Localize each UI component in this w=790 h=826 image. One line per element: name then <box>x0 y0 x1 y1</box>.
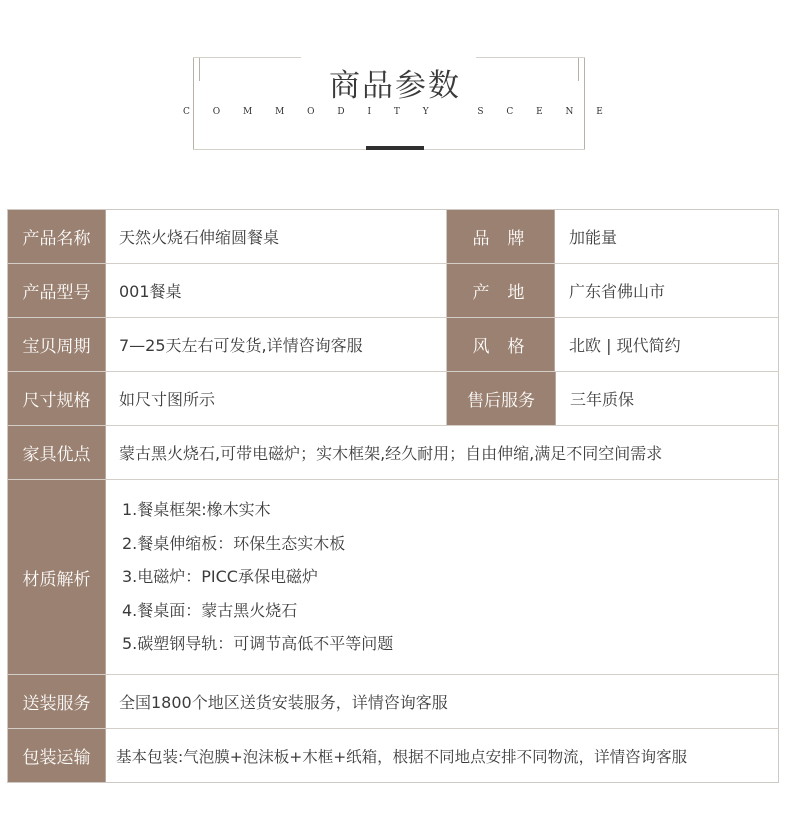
size-value: 如尺寸图所示 <box>106 372 447 425</box>
material-list <box>106 480 779 674</box>
subtitle-letter: C <box>183 107 190 117</box>
list-item: 2.餐桌伸缩板：环保生态实木板 <box>122 533 346 553</box>
subtitle-letter: C <box>506 107 514 117</box>
subtitle-letter: S <box>477 107 484 117</box>
material-label: 材质解析 <box>8 480 106 674</box>
after-sales-value: 三年质保 <box>556 372 779 425</box>
advantage-value: 蒙古黑火烧石,可带电磁炉；实木框架,经久耐用；自由伸缩,满足不同空间需求 <box>106 426 779 479</box>
table-row <box>8 426 779 480</box>
subtitle-letter: E <box>596 107 603 117</box>
after-sales-label: 售后服务 <box>447 372 556 425</box>
table-row <box>8 264 779 318</box>
subtitle-letter: N <box>565 107 574 117</box>
origin-label: 产地 <box>447 264 555 317</box>
table-row <box>8 318 779 372</box>
subtitle-letter: T <box>393 107 400 117</box>
list-item: 4.餐桌面：蒙古黑火烧石 <box>122 600 298 620</box>
list-item: 5.碳塑钢导轨：可调节高低不平等问题 <box>122 634 394 654</box>
frame-bottom-right-line <box>424 149 585 150</box>
list-item: 3.电磁炉：PICC承保电磁炉 <box>122 567 318 587</box>
subtitle-letter: O <box>307 107 315 117</box>
frame-top-left-line <box>193 57 301 58</box>
table-row <box>8 372 779 426</box>
subtitle-letter: O <box>212 107 221 117</box>
brand-value: 加能量 <box>555 210 779 263</box>
size-label: 尺寸规格 <box>8 372 106 425</box>
style-label: 风格 <box>447 318 555 371</box>
style-value: 北欧 | 现代简约 <box>555 318 779 371</box>
cycle-value: 7—25天左右可发货,详情咨询客服 <box>106 318 447 371</box>
brand-label: 品牌 <box>447 210 555 263</box>
packing-label: 包装运输 <box>8 729 106 782</box>
table-row <box>8 729 779 783</box>
section-header <box>0 0 790 170</box>
frame-bottom-left-line <box>193 149 366 150</box>
cycle-label: 宝贝周期 <box>8 318 106 371</box>
subtitle-letter: Y <box>422 107 429 117</box>
delivery-label: 送装服务 <box>8 675 106 728</box>
subtitle-letter: E <box>536 107 543 117</box>
title-underline-bar <box>366 146 424 150</box>
model-label: 产品型号 <box>8 264 106 317</box>
page-title: 商品参数 <box>329 68 461 104</box>
page-subtitle <box>183 107 603 117</box>
subtitle-letter: I <box>367 107 372 117</box>
frame-top-right-line <box>476 57 585 58</box>
table-row <box>8 675 779 729</box>
table-row <box>8 480 779 675</box>
list-item: 1.餐桌框架:橡木实木 <box>122 500 271 520</box>
subtitle-letter: D <box>337 107 345 117</box>
params-table <box>7 209 779 783</box>
product-name-label: 产品名称 <box>8 210 106 263</box>
subtitle-letter: M <box>243 107 253 117</box>
table-row <box>8 210 779 264</box>
delivery-value: 全国1800个地区送货安装服务，详情咨询客服 <box>106 675 779 728</box>
subtitle-gap <box>452 107 455 117</box>
model-value: 001餐桌 <box>106 264 447 317</box>
origin-value: 广东省佛山市 <box>555 264 779 317</box>
product-name-value: 天然火烧石伸缩圆餐桌 <box>106 210 447 263</box>
subtitle-letter: M <box>275 107 285 117</box>
packing-value: 基本包装:气泡膜+泡沫板+木框+纸箱，根据不同地点安排不同物流，详情咨询客服 <box>106 729 779 782</box>
advantage-label: 家具优点 <box>8 426 106 479</box>
